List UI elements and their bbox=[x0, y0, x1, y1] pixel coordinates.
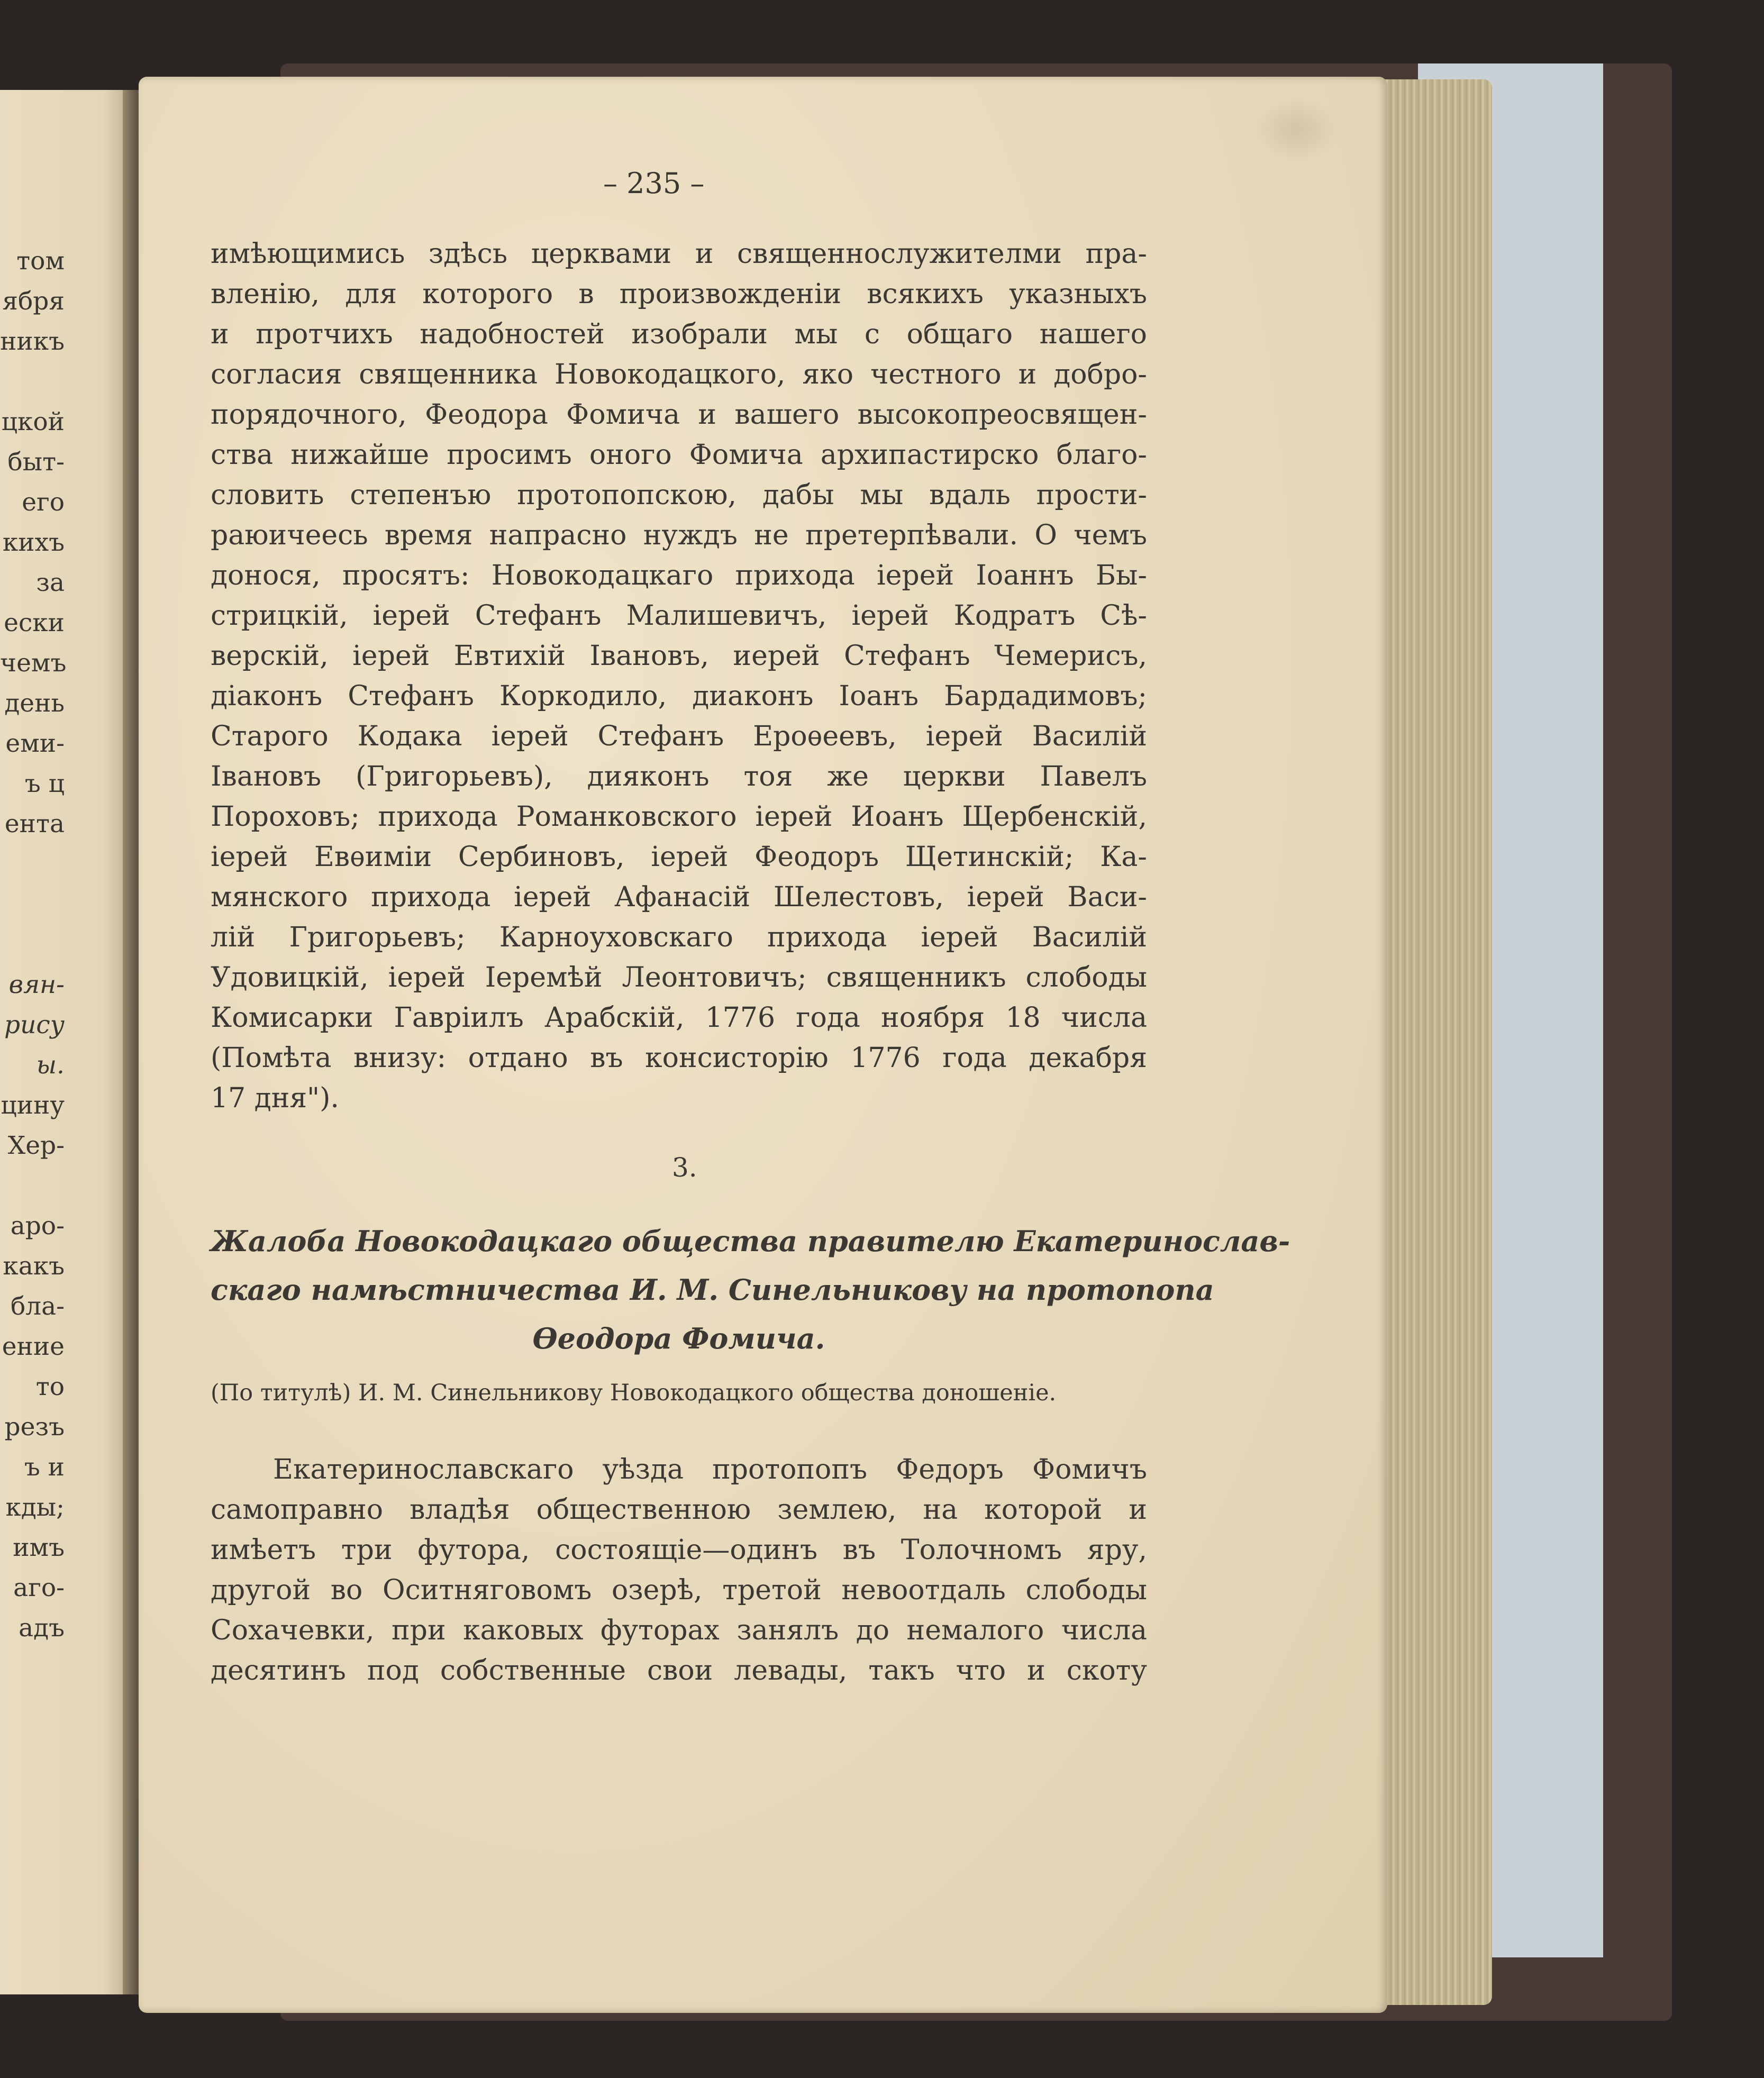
text-line: іерей Евѳиміи Сербиновъ, іерей Феодоръ Щетинскій; Ка- bbox=[211, 841, 1147, 873]
page-number: – 235 – bbox=[603, 167, 705, 200]
left-page-fragment: то bbox=[35, 1372, 65, 1401]
left-page-fragment: имъ bbox=[13, 1533, 65, 1562]
text-line: Удовицкій, іерей Іеремѣй Леонтовичъ; священникъ слободы bbox=[211, 962, 1147, 994]
left-page-fragment: вян- bbox=[8, 970, 65, 999]
left-page-fragment: чемъ bbox=[0, 649, 67, 678]
text-line: ства нижайше просимъ оного Фомича архипастирско благо- bbox=[211, 439, 1147, 471]
text-line: и протчихъ надобностей изобрали мы с общаго нашего bbox=[211, 318, 1147, 350]
text-line: верскій, іерей Евтихій Івановъ, иерей Стефанъ Чемерисъ, bbox=[211, 640, 1147, 672]
left-page-fragment: ъ ц bbox=[24, 769, 65, 798]
left-page-fragment: ески bbox=[4, 608, 65, 637]
left-page-fragment: аго- bbox=[13, 1573, 65, 1602]
left-page-fragment: ы. bbox=[36, 1051, 65, 1080]
text-line: согласия священника Новокодацкого, яко честного и добро- bbox=[211, 359, 1147, 390]
paper-stain bbox=[1254, 98, 1339, 161]
document-heading bbox=[211, 1217, 1290, 1363]
text-line: стрицкій, іерей Стефанъ Малишевичъ, іерей Кодратъ Сѣ- bbox=[211, 600, 1147, 632]
left-page-fragment: ября bbox=[2, 287, 65, 316]
heading-line: скаго намѣстничества И. М. Синельникову на протопопа bbox=[211, 1273, 1214, 1307]
text-line: Комисарки Гавріилъ Арабскій, 1776 года ноября 18 числа bbox=[211, 1002, 1147, 1034]
text-line: донося, просятъ: Новокодацкаго прихода іерей Іоаннъ Бы- bbox=[211, 560, 1147, 591]
left-page-fragment: аро- bbox=[10, 1211, 65, 1241]
left-page-fragment: цкой bbox=[1, 407, 65, 436]
text-line: имѣющимись здѣсь церквами и священнослужителми пра- bbox=[211, 238, 1147, 270]
left-page-fragment: ента bbox=[4, 809, 65, 839]
text-line: Івановъ (Григорьевъ), дияконъ тоя же церкви Павелъ bbox=[211, 761, 1147, 792]
text-line: раюичеесь время напрасно нуждъ не претерпѣвали. О чемъ bbox=[211, 520, 1147, 551]
text-line: лій Григорьевъ; Карноуховскаго прихода іерей Василій bbox=[211, 922, 1147, 953]
left-page-fragment: кихъ bbox=[2, 528, 65, 557]
left-page-fragment: кды; bbox=[5, 1493, 65, 1522]
paragraph-2 bbox=[211, 1450, 1147, 1691]
left-page-fragment: какъ bbox=[3, 1252, 65, 1281]
left-page-fragment: адъ bbox=[19, 1614, 65, 1643]
section-number: 3. bbox=[672, 1152, 697, 1183]
left-page-fragment: бла- bbox=[10, 1292, 65, 1321]
text-line: Старого Кодака іерей Стефанъ Ероѳеевъ, іерей Василій bbox=[211, 721, 1147, 752]
left-page-fragment: быт- bbox=[7, 448, 65, 477]
left-page-fragment: за bbox=[36, 568, 65, 597]
paragraph-1 bbox=[211, 234, 1147, 1118]
heading-line: Жалоба Новокодацкаго общества правителю Екатеринослав- bbox=[211, 1224, 1290, 1258]
left-page-fragment: никъ bbox=[0, 327, 65, 356]
text-line: самоправно владѣя общественною землею, на которой и bbox=[211, 1494, 1147, 1526]
left-page-fragment: рису bbox=[4, 1010, 65, 1040]
text-line: мянского прихода іерей Афанасій Шелестовъ, іерей Васи- bbox=[211, 881, 1147, 913]
left-page-fragment: еми- bbox=[5, 729, 65, 758]
text-line: Пороховъ; прихода Романковского іерей Иоанъ Щербенскій, bbox=[211, 801, 1147, 833]
text-line: діаконъ Стефанъ Коркодило, диаконъ Іоанъ Бардадимовъ; bbox=[211, 680, 1147, 712]
text-line: Сохачевки, при каковых футорах занялъ до немалого числа bbox=[211, 1615, 1147, 1646]
left-page-fragment: том bbox=[16, 247, 65, 276]
heading-line: Ѳеодора Фомича. bbox=[532, 1321, 825, 1355]
left-page-fragment: ение bbox=[2, 1332, 65, 1361]
text-line: имѣетъ три футора, состоящіе—одинъ въ Толочномъ яру, bbox=[211, 1534, 1147, 1566]
text-line: десятинъ под собственные свои левады, такъ что и скоту bbox=[211, 1655, 1147, 1687]
text-line: порядочного, Феодора Фомича и вашего высокопреосвящен- bbox=[211, 399, 1147, 431]
left-page-fragment: ъ и bbox=[24, 1453, 65, 1482]
left-page-fragment: цину bbox=[1, 1091, 65, 1120]
left-page-fragment: резъ bbox=[4, 1412, 65, 1442]
text-line: Екатеринославскаго уѣзда протопопъ Федоръ Фомичъ bbox=[273, 1454, 1147, 1485]
address-note: (По титулѣ) И. М. Синельникову Новокодацкого общества доношеніе. bbox=[211, 1380, 1057, 1406]
text-line: другой во Оситняговомъ озерѣ, третой невоотдаль слободы bbox=[211, 1574, 1147, 1606]
text-line: словить степенъю протопопскою, дабы мы вдаль прости- bbox=[211, 479, 1147, 511]
text-line: (Помѣта внизу: отдано въ консисторію 1776 года декабря bbox=[211, 1042, 1147, 1074]
text-line: 17 дня"). bbox=[211, 1082, 339, 1114]
text-line: вленію, для которого в произвожденіи всякихъ указныхъ bbox=[211, 278, 1147, 310]
left-page-fragment: Хер- bbox=[7, 1131, 65, 1160]
left-page-fragment: его bbox=[22, 488, 65, 517]
left-page-fragment: день bbox=[4, 689, 65, 718]
